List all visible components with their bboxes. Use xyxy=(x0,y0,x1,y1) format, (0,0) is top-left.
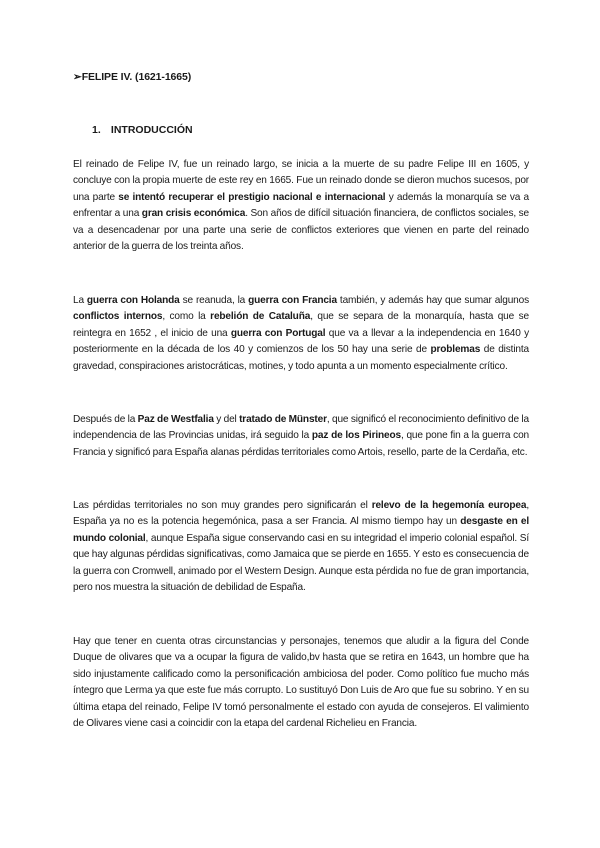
bold-text-run: se intentó recuperar el prestigio nacional e internacional xyxy=(118,191,386,203)
bold-text-run: problemas xyxy=(430,344,481,356)
bold-text-run: desgaste en el mundo colonial xyxy=(73,516,530,544)
bold-text-run: guerra con Francia xyxy=(248,295,337,306)
bold-text-run: guerra con Holanda xyxy=(86,295,180,306)
text-run: El reinado de Felipe IV, fue un reinado largo, se inicia a la muerte de su padre Felipe III en 1605, y concluye con la propia muerte de este rey en 1665. Fue un reinado donde se dieron muchos sucesos, por una parte xyxy=(73,159,529,203)
paragraph-4 xyxy=(73,498,529,596)
text-run: Después de la xyxy=(73,414,138,425)
text-run: , aunque España sigue conservando casi en su integridad el imperio colonial español. Sí que hay algunas pérdidas significativas, como Jamaica que se pierde en 1655. Y esto es consecuencia de la guerra con Cromwell, animado por el Western Design. Aunque esta pérdida no fue de gran importancia, pero nos muestra la situación de debilidad de España. xyxy=(73,532,529,594)
bold-text-run: guerra con Portugal xyxy=(230,327,326,339)
paragraph-1 xyxy=(73,157,529,255)
section-number: 1. xyxy=(92,124,101,136)
text-run: , que pone fin a la guerra con Francia y significó para España alanas pérdidas territoriales como Artois, resello, parte de la Cerdaña, etc. xyxy=(73,430,529,458)
section-heading xyxy=(92,124,193,136)
text-run: y además la monarquía se va a enfrentar a una xyxy=(73,191,530,220)
paragraph-3 xyxy=(73,412,529,461)
bold-text-run: relevo de la hegemonía europea xyxy=(371,500,527,511)
document-title: ➢FELIPE IV. (1621-1665) xyxy=(73,71,192,83)
bold-text-run: paz de los Pirineos xyxy=(311,430,401,442)
section-title: INTRODUCCIÓN xyxy=(110,124,193,136)
bold-text-run: rebelión de Cataluña xyxy=(210,311,311,323)
text-run: , España ya no es la potencia hegemónica, pasa a ser Francia. Al mismo tiempo hay un xyxy=(73,500,529,528)
bold-text-run: conflictos internos xyxy=(73,311,163,323)
text-run: y del xyxy=(213,414,240,425)
text-run: , como la xyxy=(162,311,211,323)
bold-text-run: Paz de Westfalia xyxy=(137,414,214,425)
text-run: , que se separa de la monarquía, hasta que se reintegra en 1652 , el inicio de una xyxy=(73,311,529,339)
text-run: Hay que tener en cuenta otras circunstancias y personajes, tenemos que aludir a la figura del Conde Duque de olivares que va a ocupar la figura de valido,bv hasta que se retira en 1643, un hombre que ha sido injustamente calificado como la personificación ambiciosa del poder. Como político fue mucho más íntegro que Lerma ya que este fue más corrupto. Lo sustituyó Don Luis de Aro que fue su sobrino. Y en su última etapa del reinado, Felipe IV tomó personalmente el estado con ayuda de consejeros. El valimiento de Olivares viene casi a coincidir con la etapa del cardenal Richelieu en Francia. xyxy=(73,636,529,730)
text-run: Las pérdidas territoriales no son muy grandes pero significarán el xyxy=(73,500,372,511)
paragraph-5 xyxy=(73,634,529,732)
text-run: . Son años de difícil situación financiera, de conflictos sociales, se va a desencadenar por una parte una serie de conflictos exteriores que vienen en parte del reinado anterior de la guerra de los treinta años. xyxy=(73,208,529,253)
text-run: también, y además hay que sumar algunos xyxy=(336,295,529,306)
text-run: , que significó el reconocimiento definitivo de la independencia de las Provincias unidas, irá seguido la xyxy=(73,414,529,442)
bold-text-run: gran crisis económica xyxy=(141,208,246,220)
text-run: que va a llevar a la independencia en 1640 y posteriormente en la década de los 40 y comienzos de los 50 hay una serie de xyxy=(73,327,529,356)
text-run: de distinta gravedad, conspiraciones aristocráticas, motines, y todo apunta a un momento especialmente crítico. xyxy=(73,344,529,372)
paragraph-2 xyxy=(73,293,529,375)
text-run: se reanuda, la xyxy=(179,295,249,306)
text-run: La xyxy=(73,295,87,306)
bold-text-run: tratado de Münster xyxy=(239,414,327,425)
